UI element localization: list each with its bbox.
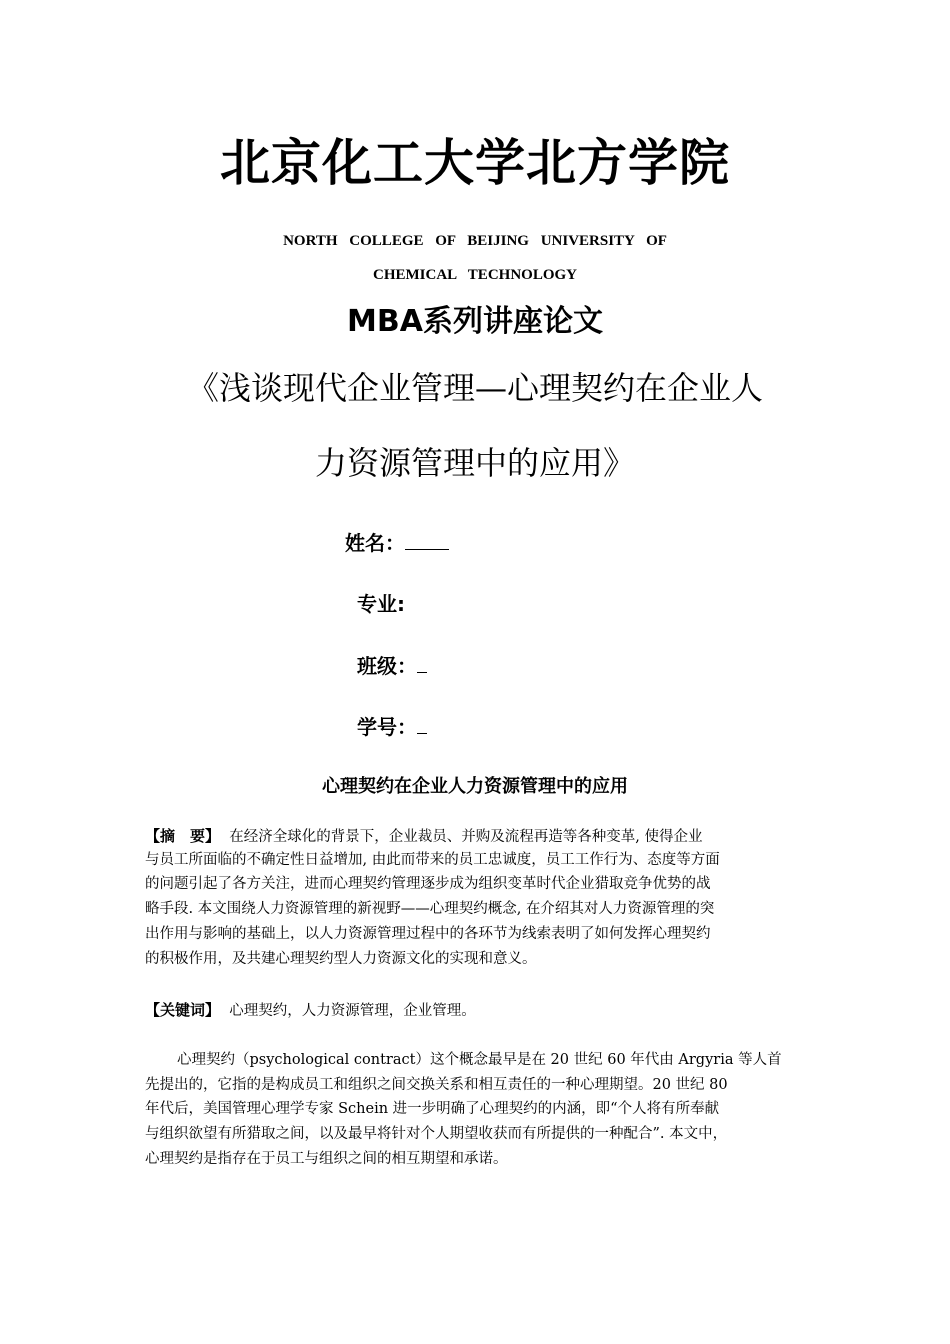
- keywords-label: 【关键词】: [145, 1001, 221, 1019]
- class-blank: [417, 652, 427, 673]
- paper-title-line-1: 《浅谈现代企业管理—心理契约在企业人: [186, 369, 763, 407]
- abstract-line: [145, 824, 702, 849]
- class-label: 班级：: [357, 654, 417, 678]
- paper-title-line-2: 力资源管理中的应用》: [314, 444, 635, 482]
- section-title: 心理契约在企业人力资源管理中的应用: [322, 776, 628, 797]
- body-line: 与组织欲望有所猎取之间，以及最早将针对个人期望收获而有所提供的一种配合”. 本文中，: [145, 1126, 728, 1142]
- abstract-line: 略手段. 本文围绕人力资源管理的新视野——心理契约概念, 在介绍其对人力资源管理的突: [145, 901, 715, 917]
- abstract-line: 与员工所面临的不确定性日益增加, 由此而带来的员工忠诚度，员工工作行为、态度等方面: [145, 852, 720, 868]
- body-line: 年代后，美国管理心理学专家 Schein 进一步明确了心理契约的内涵，即“个人将有所奉献: [145, 1101, 720, 1117]
- name-blank: [405, 529, 449, 550]
- keywords-text: 心理契约，人力资源管理，企业管理。: [229, 1003, 476, 1019]
- keywords-line: [145, 998, 476, 1023]
- major-label: 专业:: [357, 592, 405, 616]
- body-line: 心理契约（psychological contract）这个概念最早是在 20 世纪 60 年代由 Argyria 等人首: [177, 1052, 782, 1068]
- abstract-text: 在经济全球化的背景下，企业裁员、并购及流程再造等各种变革, 使得企业: [229, 829, 703, 845]
- abstract-line: 的问题引起了各方关注，进而心理契约管理逐步成为组织变革时代企业猎取竞争优势的战: [145, 876, 711, 892]
- body-line: 心理契约是指存在于员工与组织之间的相互期望和承诺。: [145, 1151, 508, 1167]
- major-field: [357, 590, 405, 618]
- abstract-line: 的积极作用，及共建心理契约型人力资源文化的实现和意义。: [145, 951, 537, 967]
- school-name: 北京化工大学北方学院: [220, 134, 730, 192]
- body-line: 先提出的，它指的是构成员工和组织之间交换关系和相互责任的一种心理期望。20 世纪 80: [145, 1077, 728, 1093]
- english-name-line-1: NORTH COLLEGE OF BEIJING UNIVERSITY OF: [283, 233, 667, 249]
- abstract-line: 出作用与影响的基础上，以人力资源管理过程中的各环节为线索表明了如何发挥心理契约: [145, 926, 711, 942]
- series-title: MBA系列讲座论文: [347, 304, 603, 339]
- name-label: 姓名：: [345, 531, 405, 555]
- class-field: [357, 652, 427, 680]
- student-id-blank: [417, 713, 427, 734]
- abstract-label: 【摘 要】: [145, 827, 221, 845]
- english-name-line-2: CHEMICAL TECHNOLOGY: [372, 267, 577, 283]
- student-id-field: [357, 713, 427, 741]
- student-id-label: 学号：: [357, 715, 417, 739]
- name-field: [345, 529, 449, 557]
